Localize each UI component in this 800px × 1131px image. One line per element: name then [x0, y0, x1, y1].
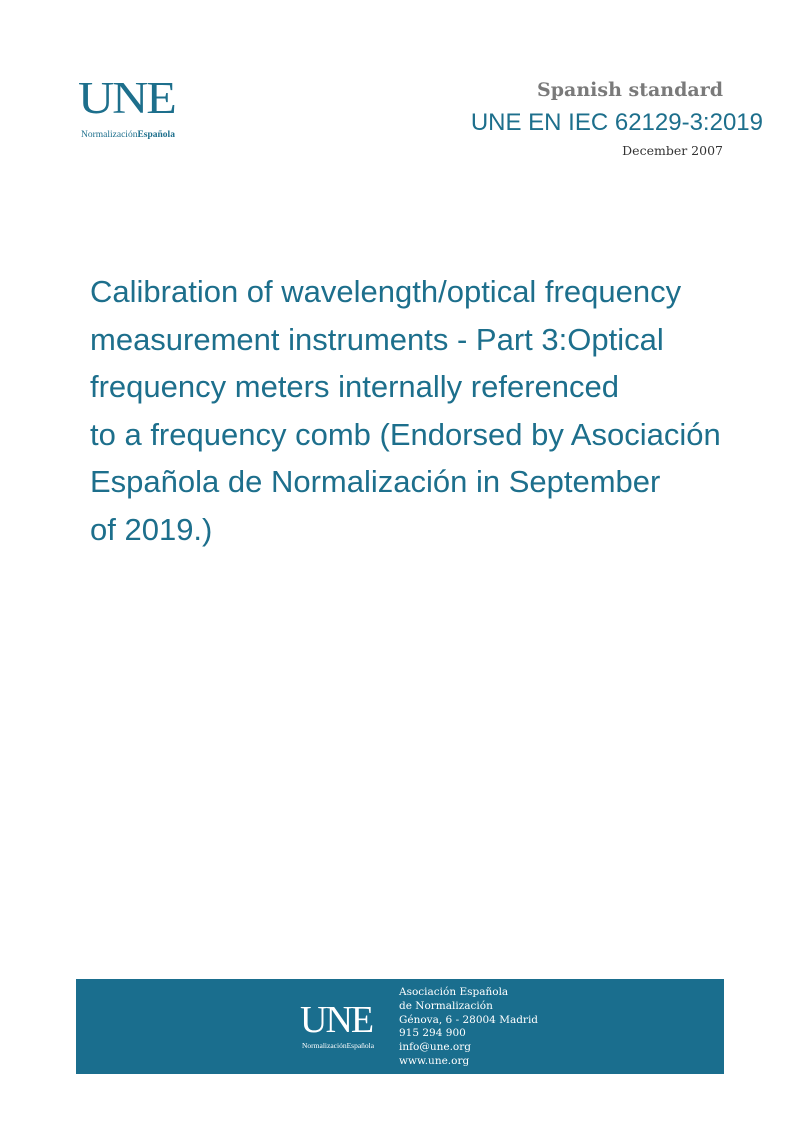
- footer-banner: [76, 979, 724, 1074]
- title-line: of 2019.): [90, 511, 213, 547]
- footer-logo: [300, 999, 375, 1050]
- title-line: Calibration of wavelength/optical frequency: [90, 274, 682, 309]
- contact-website[interactable]: www.une.org: [399, 1054, 470, 1067]
- contact-org-2: de Normalización: [399, 999, 493, 1012]
- contact-email[interactable]: info@une.org: [399, 1041, 471, 1054]
- footer-tagline-b: Española: [346, 1041, 375, 1050]
- footer-tagline-a: Normalización: [302, 1041, 347, 1050]
- document-title: [90, 268, 780, 553]
- contact-block: [399, 986, 538, 1069]
- document-type: Spanish standard: [537, 79, 723, 101]
- title-line: frequency meters internally referenced: [90, 369, 619, 404]
- logo-tagline-b: Española: [137, 130, 175, 140]
- title-line: measurement instruments - Part 3:Optical: [90, 321, 664, 357]
- contact-org: Asociación Española: [399, 986, 509, 998]
- logo-tagline-a: Normalización: [81, 130, 138, 140]
- contact-address: Génova, 6 - 28004 Madrid: [399, 1013, 539, 1026]
- footer-logo-wordmark: UNE: [300, 999, 373, 1041]
- contact-phone: 915 294 900: [399, 1027, 466, 1040]
- logo-wordmark: UNE: [78, 71, 175, 123]
- logo-tagline: [81, 130, 208, 140]
- publication-date: December 2007: [622, 143, 723, 158]
- une-logo: [78, 71, 208, 146]
- title-line: to a frequency comb (Endorsed by Asociación: [90, 416, 721, 452]
- title-line: Española de Normalización in September: [90, 464, 661, 499]
- standard-code: UNE EN IEC 62129-3:2019: [470, 109, 763, 136]
- footer-logo-tagline: [302, 1041, 374, 1050]
